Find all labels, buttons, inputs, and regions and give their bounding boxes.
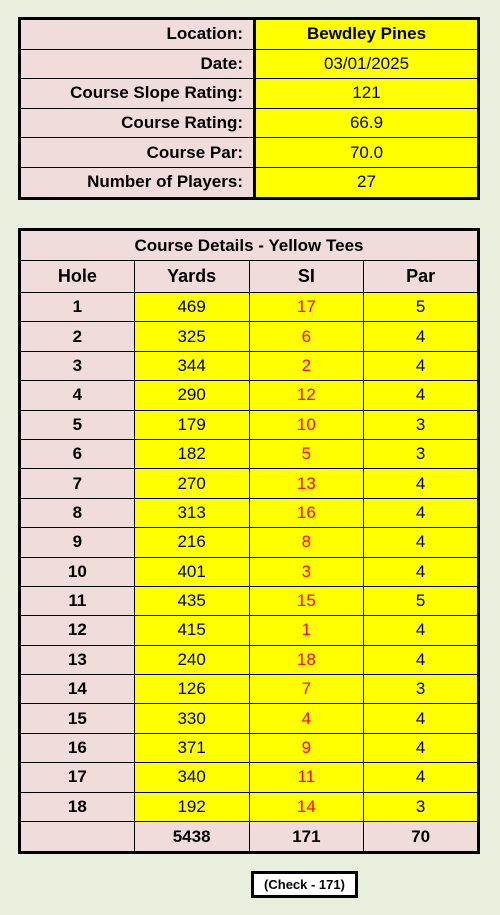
hole-par[interactable]: 3 [364,675,479,704]
hole-row [20,557,479,586]
hole-par[interactable]: 4 [364,351,479,380]
hole-yards[interactable]: 344 [134,351,249,380]
hole-par[interactable]: 3 [364,439,479,468]
hole-yards[interactable]: 340 [134,763,249,792]
hole-yards[interactable]: 401 [134,557,249,586]
hole-number: 5 [20,410,135,439]
hole-par[interactable]: 4 [364,557,479,586]
si-header: SI [249,261,364,293]
hole-number: 14 [20,675,135,704]
hole-row [20,675,479,704]
total-par: 70 [364,822,479,853]
hole-number: 4 [20,381,135,410]
info-label: Course Slope Rating: [20,79,255,109]
info-row [20,49,479,79]
hole-yards[interactable]: 182 [134,439,249,468]
hole-par[interactable]: 4 [364,616,479,645]
info-label: Number of Players: [20,167,255,198]
hole-stroke-index[interactable]: 12 [249,381,364,410]
info-value[interactable]: 03/01/2025 [255,49,479,79]
hole-yards[interactable]: 325 [134,322,249,351]
hole-par[interactable]: 5 [364,586,479,615]
total-yards: 5438 [134,822,249,853]
hole-yards[interactable]: 216 [134,528,249,557]
par-header: Par [364,261,479,293]
hole-row [20,469,479,498]
course-details-table [18,228,480,854]
hole-stroke-index[interactable]: 11 [249,763,364,792]
hole-stroke-index[interactable]: 8 [249,528,364,557]
hole-number: 7 [20,469,135,498]
hole-par[interactable]: 4 [364,763,479,792]
total-si: 171 [249,822,364,853]
info-row [20,19,479,50]
hole-number: 15 [20,704,135,733]
hole-number: 10 [20,557,135,586]
hole-par[interactable]: 4 [364,381,479,410]
hole-stroke-index[interactable]: 6 [249,322,364,351]
hole-par[interactable]: 4 [364,498,479,527]
hole-stroke-index[interactable]: 2 [249,351,364,380]
hole-row [20,498,479,527]
info-value[interactable]: 70.0 [255,138,479,168]
hole-number: 2 [20,322,135,351]
hole-stroke-index[interactable]: 9 [249,733,364,762]
hole-par[interactable]: 4 [364,645,479,674]
course-info-table [18,17,480,200]
hole-row [20,351,479,380]
hole-par[interactable]: 3 [364,792,479,821]
info-row [20,108,479,138]
hole-number: 16 [20,733,135,762]
hole-row [20,704,479,733]
hole-row [20,410,479,439]
info-label: Course Rating: [20,108,255,138]
hole-number: 3 [20,351,135,380]
hole-yards[interactable]: 179 [134,410,249,439]
hole-stroke-index[interactable]: 18 [249,645,364,674]
hole-yards[interactable]: 313 [134,498,249,527]
hole-stroke-index[interactable]: 4 [249,704,364,733]
course-details-title: Course Details - Yellow Tees [20,230,479,261]
hole-number: 13 [20,645,135,674]
hole-par[interactable]: 4 [364,322,479,351]
hole-number: 8 [20,498,135,527]
hole-row [20,645,479,674]
hole-stroke-index[interactable]: 1 [249,616,364,645]
hole-yards[interactable]: 415 [134,616,249,645]
hole-yards[interactable]: 192 [134,792,249,821]
hole-row [20,439,479,468]
hole-row [20,381,479,410]
hole-stroke-index[interactable]: 17 [249,293,364,322]
hole-number: 12 [20,616,135,645]
totals-hole-cell [20,822,135,853]
hole-stroke-index[interactable]: 16 [249,498,364,527]
hole-number: 9 [20,528,135,557]
hole-yards[interactable]: 469 [134,293,249,322]
hole-par[interactable]: 4 [364,704,479,733]
hole-stroke-index[interactable]: 7 [249,675,364,704]
info-value[interactable]: 121 [255,79,479,109]
totals-row [20,822,479,853]
hole-par[interactable]: 4 [364,528,479,557]
hole-row [20,616,479,645]
hole-yards[interactable]: 330 [134,704,249,733]
hole-row [20,322,479,351]
hole-row [20,586,479,615]
hole-yards[interactable]: 371 [134,733,249,762]
hole-yards[interactable]: 126 [134,675,249,704]
info-value[interactable]: 27 [255,167,479,198]
hole-yards[interactable]: 290 [134,381,249,410]
hole-stroke-index[interactable]: 10 [249,410,364,439]
hole-row [20,733,479,762]
si-check-box: (Check - 171) [251,871,358,898]
hole-row [20,528,479,557]
hole-row [20,293,479,322]
hole-stroke-index[interactable]: 13 [249,469,364,498]
info-label: Course Par: [20,138,255,168]
info-label: Date: [20,49,255,79]
hole-number: 11 [20,586,135,615]
hole-par[interactable]: 4 [364,469,479,498]
hole-row [20,763,479,792]
hole-header: Hole [20,261,135,293]
hole-number: 18 [20,792,135,821]
hole-stroke-index[interactable]: 15 [249,586,364,615]
hole-stroke-index[interactable]: 3 [249,557,364,586]
hole-row [20,792,479,821]
hole-stroke-index[interactable]: 5 [249,439,364,468]
info-row [20,138,479,168]
hole-number: 17 [20,763,135,792]
yards-header: Yards [134,261,249,293]
hole-number: 1 [20,293,135,322]
hole-stroke-index[interactable]: 14 [249,792,364,821]
info-row [20,167,479,198]
info-label: Location: [20,19,255,50]
hole-number: 6 [20,439,135,468]
hole-yards[interactable]: 435 [134,586,249,615]
hole-yards[interactable]: 240 [134,645,249,674]
hole-par[interactable]: 4 [364,733,479,762]
hole-par[interactable]: 5 [364,293,479,322]
info-value[interactable]: Bewdley Pines [255,19,479,50]
info-value[interactable]: 66.9 [255,108,479,138]
info-row [20,79,479,109]
hole-par[interactable]: 3 [364,410,479,439]
hole-yards[interactable]: 270 [134,469,249,498]
